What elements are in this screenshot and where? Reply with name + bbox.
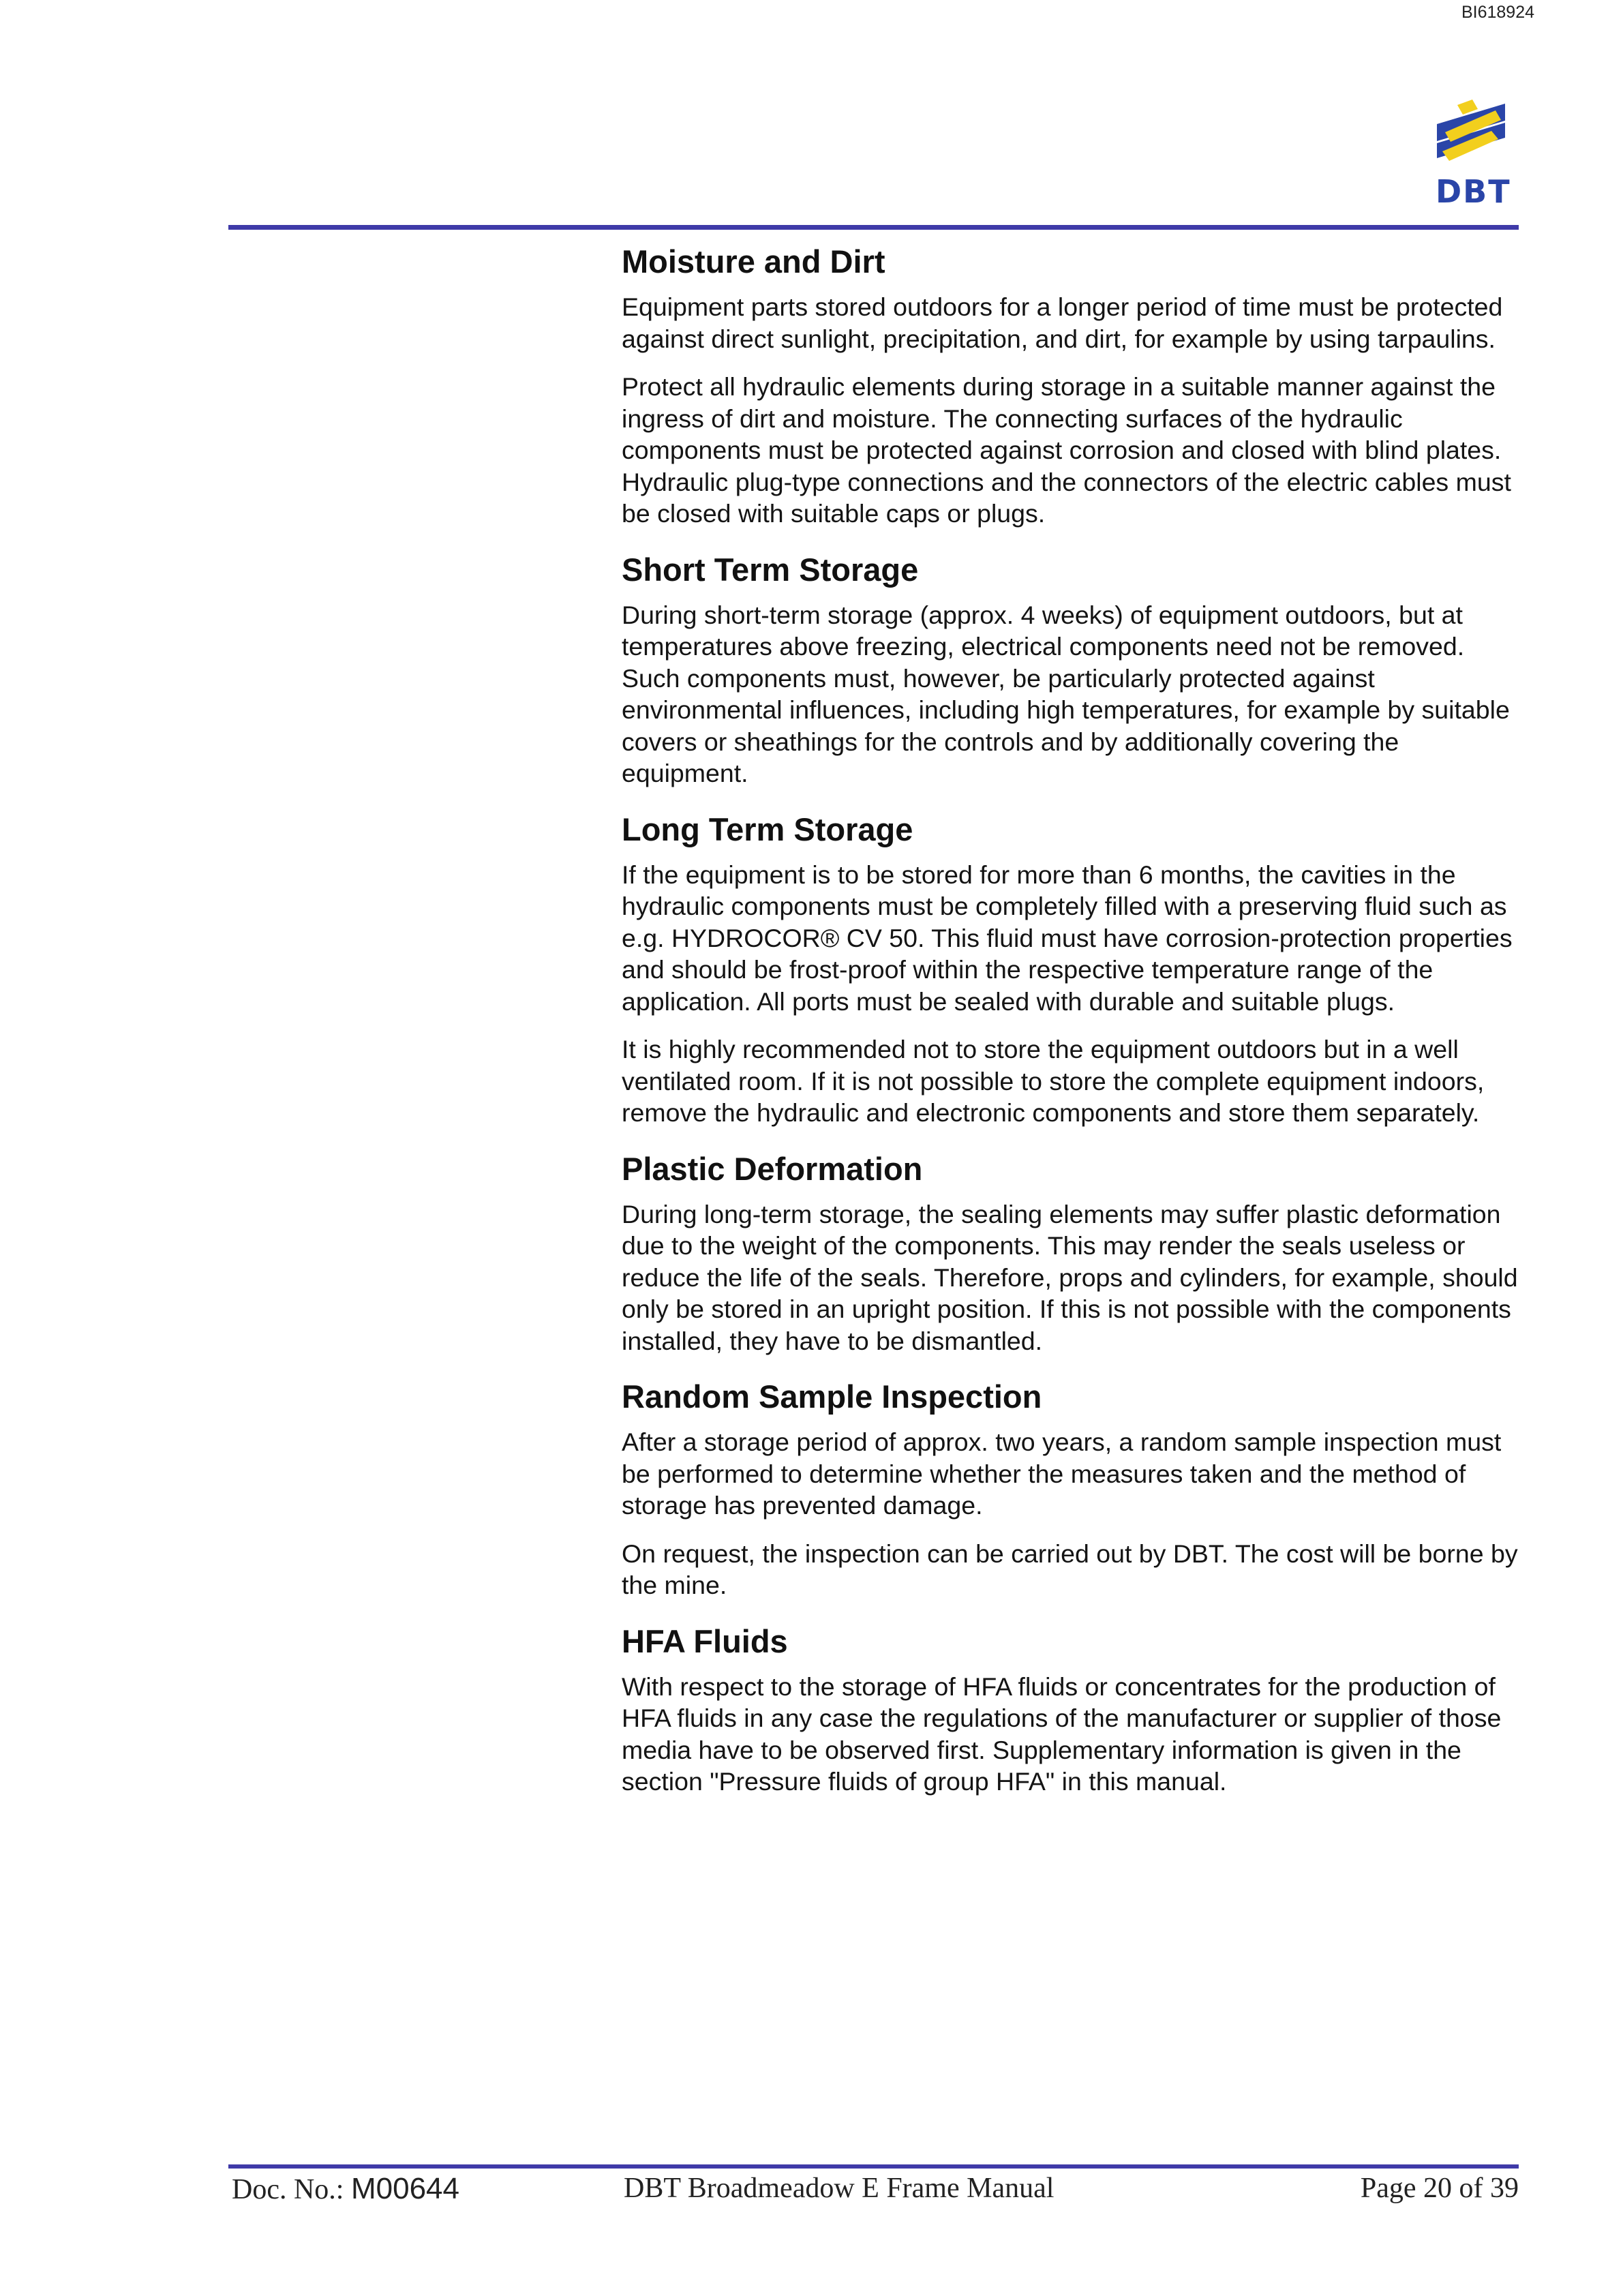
section-heading: Plastic Deformation [622, 1150, 923, 1187]
footer-rule [228, 2164, 1519, 2169]
section-heading: Moisture and Dirt [622, 243, 885, 280]
section-long-term-storage [622, 810, 1521, 1129]
paragraph: On request, the inspection can be carried out by DBT. The cost will be borne by the mine. [622, 1539, 1518, 1599]
section-short-term-storage [622, 550, 1521, 789]
footer-page-number: Page 20 of 39 [1360, 2173, 1519, 2204]
dbt-logo-mark-icon [1430, 97, 1512, 172]
section-heading: Long Term Storage [622, 811, 913, 847]
logo-text: DBT [1436, 173, 1511, 210]
footer-doc-label: Doc. No.: [232, 2174, 351, 2205]
footer-title: DBT Broadmeadow E Frame Manual [624, 2173, 1055, 2204]
section-heading: Random Sample Inspection [622, 1378, 1042, 1415]
paragraph: With respect to the storage of HFA fluids or concentrates for the production of HFA fluids in any case the regulations of the manufacturer or supplier of those media have to be observed first. Supplementary information is given in the section "Pressure fluids of group HFA" in this manual. [622, 1672, 1502, 1796]
paragraph: It is highly recommended not to store the equipment outdoors but in a well ventilated room. If it is not possible to store the complete equipment indoors, remove the hydraulic and electronic components and store them separately. [622, 1035, 1485, 1127]
header-rule [228, 225, 1519, 230]
page-footer [232, 2172, 1519, 2213]
paragraph: After a storage period of approx. two years, a random sample inspection must be performed to determine whether the measures taken and the method of storage has prevented damage. [622, 1428, 1502, 1520]
paragraph: Equipment parts stored outdoors for a longer period of time must be protected against direct sunlight, precipitation, and dirt, for example by using tarpaulins. [622, 292, 1503, 353]
footer-doc-value: M00644 [350, 2172, 459, 2205]
section-hfa-fluids [622, 1622, 1521, 1798]
paragraph: Protect all hydraulic elements during storage in a suitable manner against the ingress of dirt and moisture. The connecting surfaces of the hydraulic components must be protected against corrosion and closed with blind plates. Hydraulic plug-type connections and the connectors of the electric cables must be closed with suitable caps or plugs. [622, 372, 1511, 528]
section-plastic-deformation [622, 1149, 1521, 1357]
dbt-logo [1430, 97, 1512, 213]
section-moisture-and-dirt [622, 242, 1521, 530]
section-heading: HFA Fluids [622, 1622, 788, 1659]
document-id: BI618924 [1461, 3, 1534, 22]
page-content [622, 242, 1521, 1818]
section-heading: Short Term Storage [622, 551, 919, 588]
paragraph: If the equipment is to be stored for more than 6 months, the cavities in the hydraulic components must be completely filled with a preserving fluid such as e.g. HYDROCOR® CV 50. This fluid must have corrosion-protection properties and should be frost-proof within the respective temperature range of the application. All ports must be sealed with durable and suitable plugs. [622, 860, 1513, 1016]
footer-doc-number [232, 2172, 459, 2206]
section-random-sample-inspection [622, 1377, 1521, 1601]
paragraph: During long-term storage, the sealing elements may suffer plastic deformation due to the weight of the components. This may render the seals useless or reduce the life of the seals. Therefore, props and cylinders, for example, should only be stored in an upright position. If this is not possible with the components installed, they have to be dismantled. [622, 1199, 1518, 1355]
paragraph: During short-term storage (approx. 4 weeks) of equipment outdoors, but at temperatures above freezing, electrical components need not be removed. Such components must, however, be particularly protected against environmental influences, including high temperatures, for example by suitable covers or sheathings for the controls and by additionally covering the equipment. [622, 600, 1510, 787]
